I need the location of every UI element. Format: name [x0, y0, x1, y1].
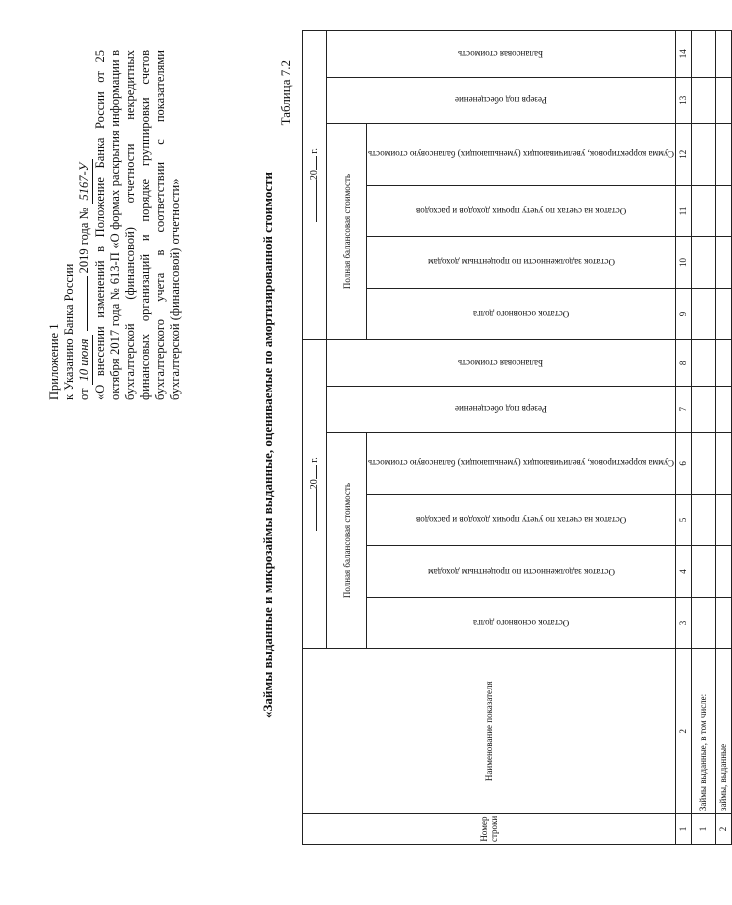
header-date-1: 20 г. [303, 340, 327, 649]
col-num: 8 [675, 340, 691, 386]
annex-date-blank [87, 276, 88, 331]
col-num: 6 [675, 432, 691, 494]
row-number: 2 [715, 814, 731, 845]
col-num: 3 [675, 597, 691, 649]
col-num: 5 [675, 494, 691, 546]
annex-text: «О внесении изменений в Положение Банка России от 25 октября 2017 года № 613-П «О формах раскрытия информации в бухгалтерской (финансовой) отчетности некредитных финансовых организаций и порядке группировки счетов бухгалтерского учета в соответствии с показателями бухгалтерской (финансовой) отчетности» [93, 50, 182, 400]
col-num: 4 [675, 546, 691, 598]
col-num: 14 [675, 31, 691, 78]
col-num: 10 [675, 237, 691, 289]
col-num: 13 [675, 77, 691, 123]
annex-header [47, 50, 183, 400]
col-num: 12 [675, 123, 691, 185]
header-gross-1: Полная балансовая стоимость [327, 432, 367, 648]
header-reserve-2: Резерв под обесценение [327, 77, 676, 123]
annex-date-line [77, 50, 93, 400]
header-principal-1: Остаток основного долга [367, 597, 676, 649]
table-row [715, 31, 731, 845]
header-balance-2: Балансовая стоимость [327, 31, 676, 78]
header-row-number: Номер строки [303, 814, 676, 845]
loans-table [302, 30, 732, 845]
header-other-2: Остаток на счетах по учету прочих доходов и расходов [367, 185, 676, 237]
col-num: 2 [675, 649, 691, 814]
row-number: 1 [691, 814, 715, 845]
annex-line-1: Приложение 1 [47, 323, 61, 400]
header-adjust-1: Сумма корректировок, увеличивающих (уменьшающих) балансовую стоимость [367, 432, 676, 494]
annex-date-year: 2019 года № [77, 207, 91, 274]
header-adjust-2: Сумма корректировок, увеличивающих (уменьшающих) балансовую стоимость [367, 123, 676, 185]
col-num: 9 [675, 288, 691, 340]
header-interest-2: Остаток задолженности по процентным доходам [367, 237, 676, 289]
header-reserve-1: Резерв под обесценение [327, 386, 676, 432]
col-num: 1 [675, 814, 691, 845]
header-indicator: Наименование показателя [303, 649, 676, 814]
document-title: «Займы выданные и микрозаймы выданные, оцениваемые по амортизированной стоимости [260, 172, 275, 719]
header-gross-2: Полная балансовая стоимость [327, 123, 367, 339]
header-date-2: 20 г. [303, 31, 327, 340]
row-name: займы, выданные [715, 649, 731, 814]
annex-line-2: к Указанию Банка России [62, 263, 76, 400]
row-name: Займы выданные, в том числе: [691, 649, 715, 814]
annex-date: 10 июня [77, 335, 93, 386]
header-interest-1: Остаток задолженности по процентным доходам [367, 546, 676, 598]
annex-number: 5167-У [77, 159, 93, 205]
header-balance-1: Балансовая стоимость [327, 340, 676, 386]
annex-date-prefix: от [77, 388, 91, 400]
col-num: 7 [675, 386, 691, 432]
table-row [691, 31, 715, 845]
header-principal-2: Остаток основного долга [367, 288, 676, 340]
table-label: Таблица 7.2 [278, 60, 293, 126]
column-numbers-row [675, 31, 691, 845]
header-other-1: Остаток на счетах по учету прочих доходов и расходов [367, 494, 676, 546]
col-num: 11 [675, 185, 691, 237]
